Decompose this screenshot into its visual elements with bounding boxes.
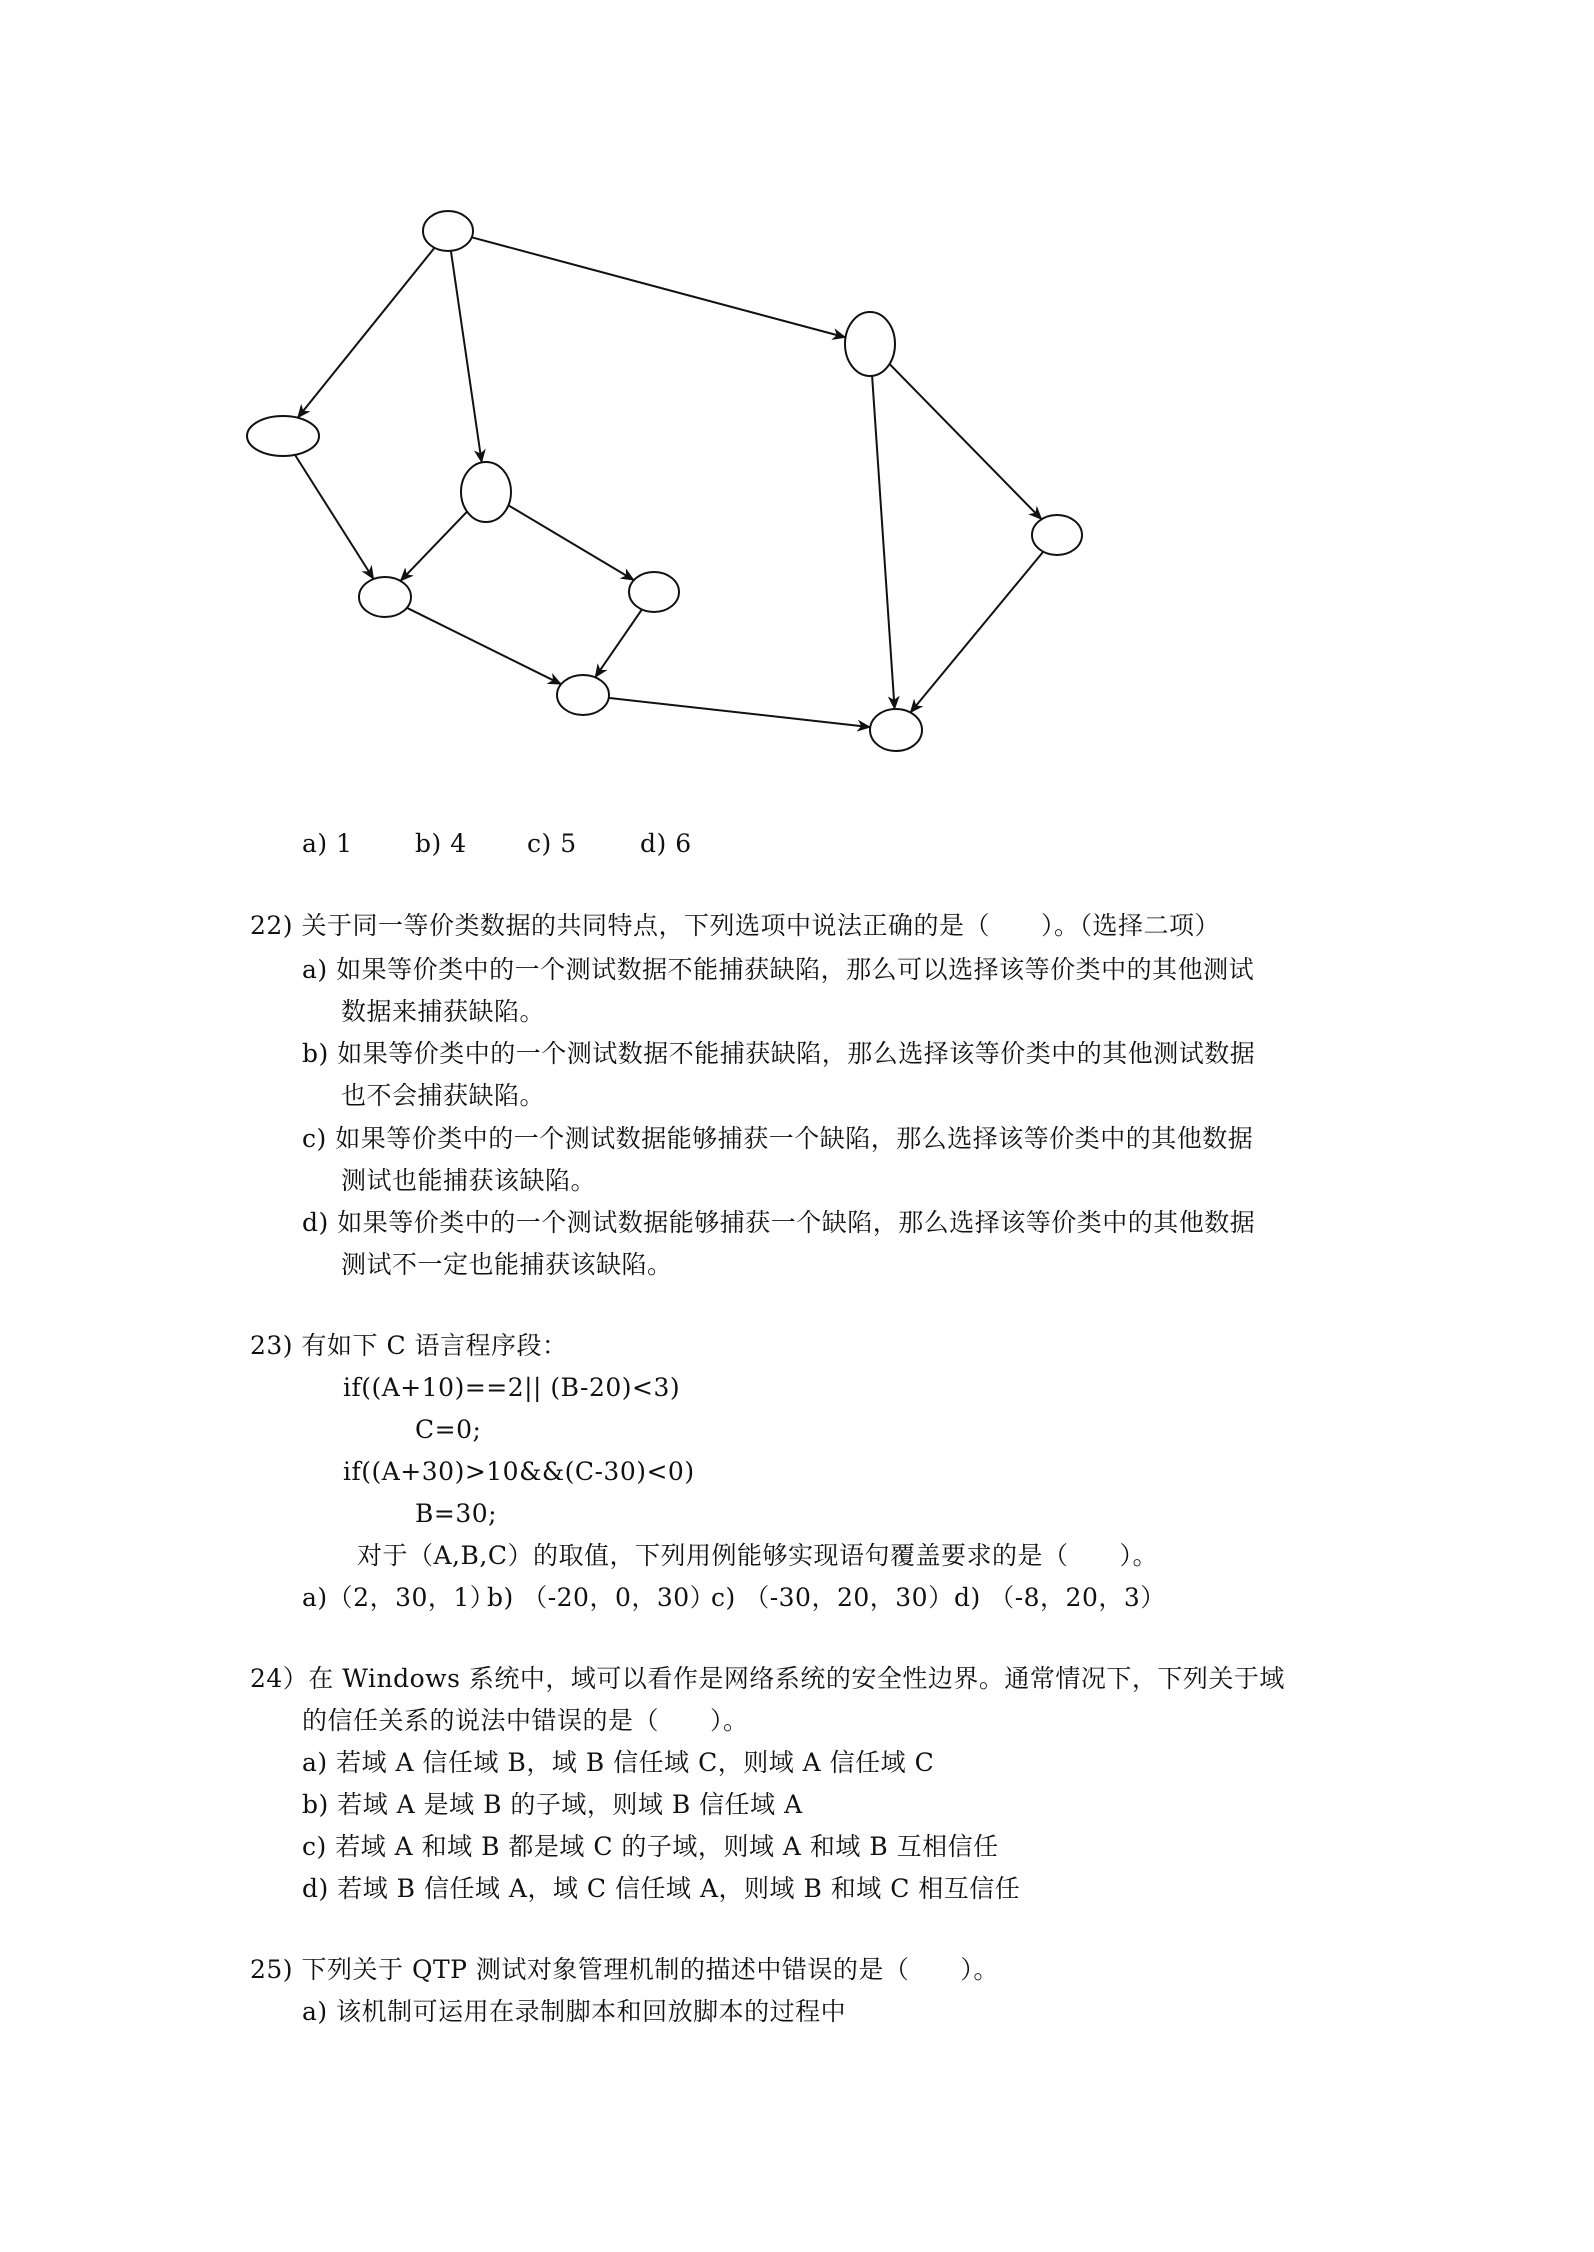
q24-stem-line-2: 的信任关系的说法中错误的是（ ）。 bbox=[302, 1706, 749, 1735]
graph-edge-7-9 bbox=[609, 698, 871, 727]
q23-code-line-3: if((A+30)>10&&(C-30)<0) bbox=[343, 1457, 695, 1486]
graph-edge-3-6 bbox=[508, 505, 634, 580]
graph-edge-1-3 bbox=[451, 251, 482, 463]
q23-option-d[interactable]: d) （-8，20，3） bbox=[954, 1583, 1166, 1612]
q21-option-c[interactable]: c) 5 bbox=[527, 829, 577, 858]
graph-node-7 bbox=[557, 675, 609, 715]
graph-node-4 bbox=[845, 312, 895, 376]
graph-node-2 bbox=[247, 416, 319, 456]
graph-node-9 bbox=[870, 709, 922, 751]
graph-edge-8-9 bbox=[910, 552, 1043, 713]
graph-edge-4-8 bbox=[890, 364, 1042, 519]
graph-nodes bbox=[247, 211, 1082, 751]
q21-option-d[interactable]: d) 6 bbox=[640, 829, 692, 858]
q24-option-c[interactable]: c) 若域 A 和域 B 都是域 C 的子域，则域 A 和域 B 互相信任 bbox=[302, 1832, 999, 1861]
graph-node-8 bbox=[1032, 515, 1082, 555]
q24-option-b[interactable]: b) 若域 A 是域 B 的子域，则域 B 信任域 A bbox=[302, 1790, 803, 1819]
q23-option-a[interactable]: a)（2，30，1） bbox=[302, 1583, 496, 1612]
q23-code-line-4: B=30; bbox=[415, 1499, 498, 1528]
q23-code-line-2: C=0; bbox=[415, 1415, 482, 1444]
q22-option-a-cont: 数据来捕获缺陷。 bbox=[341, 997, 546, 1026]
q22-stem: 22) 关于同一等价类数据的共同特点，下列选项中说法正确的是（ ）。（选择二项） bbox=[250, 911, 1221, 940]
graph-edge-1-2 bbox=[298, 248, 435, 418]
q24-stem-line-1: 24）在 Windows 系统中，域可以看作是网络系统的安全性边界。通常情况下，下列关于域 bbox=[250, 1664, 1285, 1693]
graph-edge-5-7 bbox=[407, 608, 561, 684]
q23-option-c[interactable]: c) （-30，20，30） bbox=[711, 1583, 954, 1612]
q23-question: 对于（A,B,C）的取值，下列用例能够实现语句覆盖要求的是（ ）。 bbox=[357, 1541, 1158, 1570]
q22-option-d-cont: 测试不一定也能捕获该缺陷。 bbox=[341, 1250, 673, 1279]
graph-edge-1-4 bbox=[472, 237, 846, 337]
q23-code-line-1: if((A+10)==2|| (B-20)<3) bbox=[343, 1373, 681, 1402]
q23-stem: 23) 有如下 C 语言程序段： bbox=[250, 1331, 568, 1360]
q21-option-a[interactable]: a) 1 bbox=[302, 829, 353, 858]
graph-node-3 bbox=[461, 462, 511, 522]
q25-option-a[interactable]: a) 该机制可运用在录制脚本和回放脚本的过程中 bbox=[302, 1997, 847, 2026]
graph-node-1 bbox=[423, 211, 473, 251]
graph-edge-2-5 bbox=[295, 455, 374, 579]
graph-edge-3-5 bbox=[401, 512, 468, 581]
q24-option-d[interactable]: d) 若域 B 信任域 A，域 C 信任域 A，则域 B 和域 C 相互信任 bbox=[302, 1874, 1021, 1903]
graph-edge-6-7 bbox=[595, 610, 642, 678]
q22-option-b[interactable]: b) 如果等价类中的一个测试数据不能捕获缺陷，那么选择该等价类中的其他测试数据 bbox=[302, 1039, 1256, 1068]
graph-node-5 bbox=[359, 577, 411, 617]
q25-stem: 25) 下列关于 QTP 测试对象管理机制的描述中错误的是（ ）。 bbox=[250, 1955, 999, 1984]
q22-option-c[interactable]: c) 如果等价类中的一个测试数据能够捕获一个缺陷，那么选择该等价类中的其他数据 bbox=[302, 1124, 1254, 1153]
q24-option-a[interactable]: a) 若域 A 信任域 B，域 B 信任域 C，则域 A 信任域 C bbox=[302, 1748, 935, 1777]
q22-option-a[interactable]: a) 如果等价类中的一个测试数据不能捕获缺陷，那么可以选择该等价类中的其他测试 bbox=[302, 955, 1255, 984]
q21-option-b[interactable]: b) 4 bbox=[415, 829, 467, 858]
q22-option-d[interactable]: d) 如果等价类中的一个测试数据能够捕获一个缺陷，那么选择该等价类中的其他数据 bbox=[302, 1208, 1256, 1237]
q23-option-b[interactable]: b) （-20，0，30） bbox=[487, 1583, 716, 1612]
graph-edge-4-9 bbox=[872, 376, 895, 709]
graph-edges bbox=[295, 237, 1043, 727]
q22-option-b-cont: 也不会捕获缺陷。 bbox=[341, 1081, 546, 1110]
graph-node-6 bbox=[629, 572, 679, 612]
q22-option-c-cont: 测试也能捕获该缺陷。 bbox=[341, 1166, 597, 1195]
